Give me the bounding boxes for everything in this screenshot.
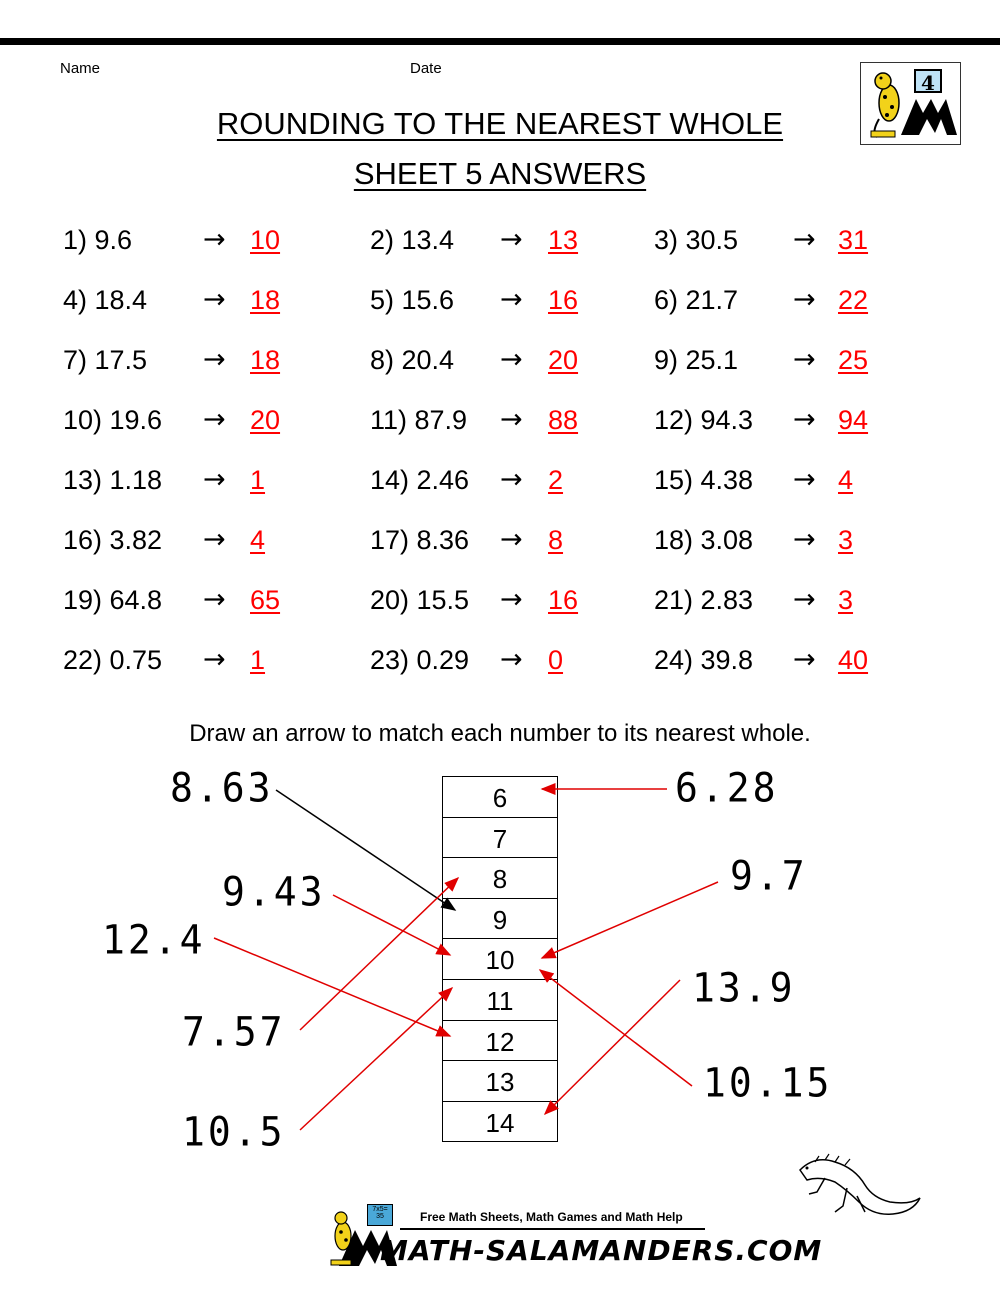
- arrow-13-9-to-14: [545, 980, 680, 1114]
- question-14: 14) 2.46: [370, 465, 470, 495]
- arrow-right-icon: →: [500, 224, 523, 255]
- arrow-right-icon: →: [793, 404, 816, 435]
- arrow-right-icon: →: [203, 524, 226, 555]
- page-title: ROUNDING TO THE NEAREST WHOLE: [216, 106, 784, 141]
- arrow-right-icon: →: [203, 464, 226, 495]
- question-11: 11) 87.9: [370, 405, 468, 435]
- answer-5: 16: [548, 285, 579, 315]
- arrow-right-icon: →: [203, 284, 226, 315]
- question-7: 7) 17.5: [63, 345, 148, 375]
- decimal-10-15: 10.15: [703, 1059, 833, 1107]
- answer-12: 94: [838, 405, 869, 435]
- arrow-10-15-to-10: [540, 970, 692, 1086]
- arrow-right-icon: →: [500, 464, 523, 495]
- question-17: 17) 8.36: [370, 525, 470, 555]
- answer-4: 18: [250, 285, 281, 315]
- answer-1: 10: [250, 225, 281, 255]
- whole-number-7: 7: [443, 818, 557, 859]
- question-10: 10) 19.6: [63, 405, 163, 435]
- whole-number-10: 10: [443, 939, 557, 980]
- answer-14: 2: [548, 465, 564, 495]
- arrow-right-icon: →: [500, 344, 523, 375]
- matching-instruction: Draw an arrow to match each number to its nearest whole.: [189, 720, 811, 747]
- answer-23: 0: [548, 645, 564, 675]
- arrow-right-icon: →: [203, 224, 226, 255]
- answer-18: 3: [838, 525, 854, 555]
- arrow-12-4-to-12: [214, 938, 450, 1036]
- arrow-right-icon: →: [500, 284, 523, 315]
- arrow-right-icon: →: [793, 224, 816, 255]
- question-2: 2) 13.4: [370, 225, 455, 255]
- whole-number-14: 14: [443, 1102, 557, 1143]
- answer-22: 1: [250, 645, 266, 675]
- arrow-right-icon: →: [500, 644, 523, 675]
- name-label: Name: [60, 60, 101, 77]
- date-label: Date: [410, 60, 442, 77]
- footer-logo-card: 7x5= 35: [367, 1204, 393, 1226]
- whole-number-13: 13: [443, 1061, 557, 1102]
- arrow-right-icon: →: [500, 404, 523, 435]
- page-subtitle: SHEET 5 ANSWERS: [353, 156, 647, 191]
- question-5: 5) 15.6: [370, 285, 455, 315]
- answer-21: 3: [838, 585, 854, 615]
- arrow-10-5-to-11: [300, 988, 452, 1130]
- decimal-9-43: 9.43: [222, 868, 326, 916]
- arrow-right-icon: →: [793, 284, 816, 315]
- arrow-9-43-to-10: [333, 895, 450, 955]
- arrow-right-icon: →: [793, 464, 816, 495]
- answer-17: 8: [548, 525, 564, 555]
- decimal-12-4: 12.4: [102, 916, 206, 964]
- decimal-8-63: 8.63: [170, 764, 274, 812]
- question-24: 24) 39.8: [654, 645, 754, 675]
- whole-number-11: 11: [443, 980, 557, 1021]
- arrow-right-icon: →: [203, 584, 226, 615]
- arrow-right-icon: →: [203, 404, 226, 435]
- answer-7: 18: [250, 345, 281, 375]
- question-21: 21) 2.83: [654, 585, 754, 615]
- salamander-drawing-icon: [795, 1150, 925, 1225]
- grade-number: 4: [914, 69, 942, 93]
- whole-number-9: 9: [443, 899, 557, 940]
- arrow-right-icon: →: [500, 584, 523, 615]
- question-9: 9) 25.1: [654, 345, 739, 375]
- answer-8: 20: [548, 345, 579, 375]
- question-1: 1) 9.6: [63, 225, 133, 255]
- answer-19: 65: [250, 585, 281, 615]
- footer-brand[interactable]: MATH-SALAMANDERS.COM: [380, 1234, 823, 1267]
- decimal-9-7: 9.7: [730, 852, 808, 900]
- question-3: 3) 30.5: [654, 225, 739, 255]
- decimal-6-28: 6.28: [675, 764, 779, 812]
- arrow-right-icon: →: [203, 344, 226, 375]
- arrow-right-icon: →: [500, 524, 523, 555]
- answer-15: 4: [838, 465, 854, 495]
- answer-6: 22: [838, 285, 869, 315]
- question-6: 6) 21.7: [654, 285, 739, 315]
- question-13: 13) 1.18: [63, 465, 163, 495]
- arrow-right-icon: →: [793, 584, 816, 615]
- decimal-10-5: 10.5: [182, 1108, 286, 1156]
- question-23: 23) 0.29: [370, 645, 470, 675]
- question-4: 4) 18.4: [63, 285, 148, 315]
- answer-13: 1: [250, 465, 266, 495]
- arrow-right-icon: →: [793, 344, 816, 375]
- decimal-13-9: 13.9: [692, 964, 796, 1012]
- question-8: 8) 20.4: [370, 345, 455, 375]
- decimal-7-57: 7.57: [182, 1008, 286, 1056]
- question-19: 19) 64.8: [63, 585, 163, 615]
- arrow-right-icon: →: [203, 644, 226, 675]
- question-15: 15) 4.38: [654, 465, 754, 495]
- answer-20: 16: [548, 585, 579, 615]
- question-20: 20) 15.5: [370, 585, 470, 615]
- answer-2: 13: [548, 225, 579, 255]
- arrow-right-icon: →: [793, 524, 816, 555]
- arrow-right-icon: →: [793, 644, 816, 675]
- footer-tagline: Free Math Sheets, Math Games and Math Help: [420, 1210, 683, 1224]
- whole-number-12: 12: [443, 1021, 557, 1062]
- answer-24: 40: [838, 645, 869, 675]
- question-22: 22) 0.75: [63, 645, 163, 675]
- arrow-9-7-to-10: [542, 882, 718, 958]
- whole-number-6: 6: [443, 777, 557, 818]
- question-12: 12) 94.3: [654, 405, 754, 435]
- answer-9: 25: [838, 345, 869, 375]
- arrow-8-63-to-9: [276, 790, 455, 910]
- whole-number-8: 8: [443, 858, 557, 899]
- footer-rule: [400, 1228, 705, 1230]
- answer-16: 4: [250, 525, 266, 555]
- question-16: 16) 3.82: [63, 525, 163, 555]
- question-18: 18) 3.08: [654, 525, 754, 555]
- answer-3: 31: [838, 225, 869, 255]
- answer-10: 20: [250, 405, 281, 435]
- answer-11: 88: [548, 405, 579, 435]
